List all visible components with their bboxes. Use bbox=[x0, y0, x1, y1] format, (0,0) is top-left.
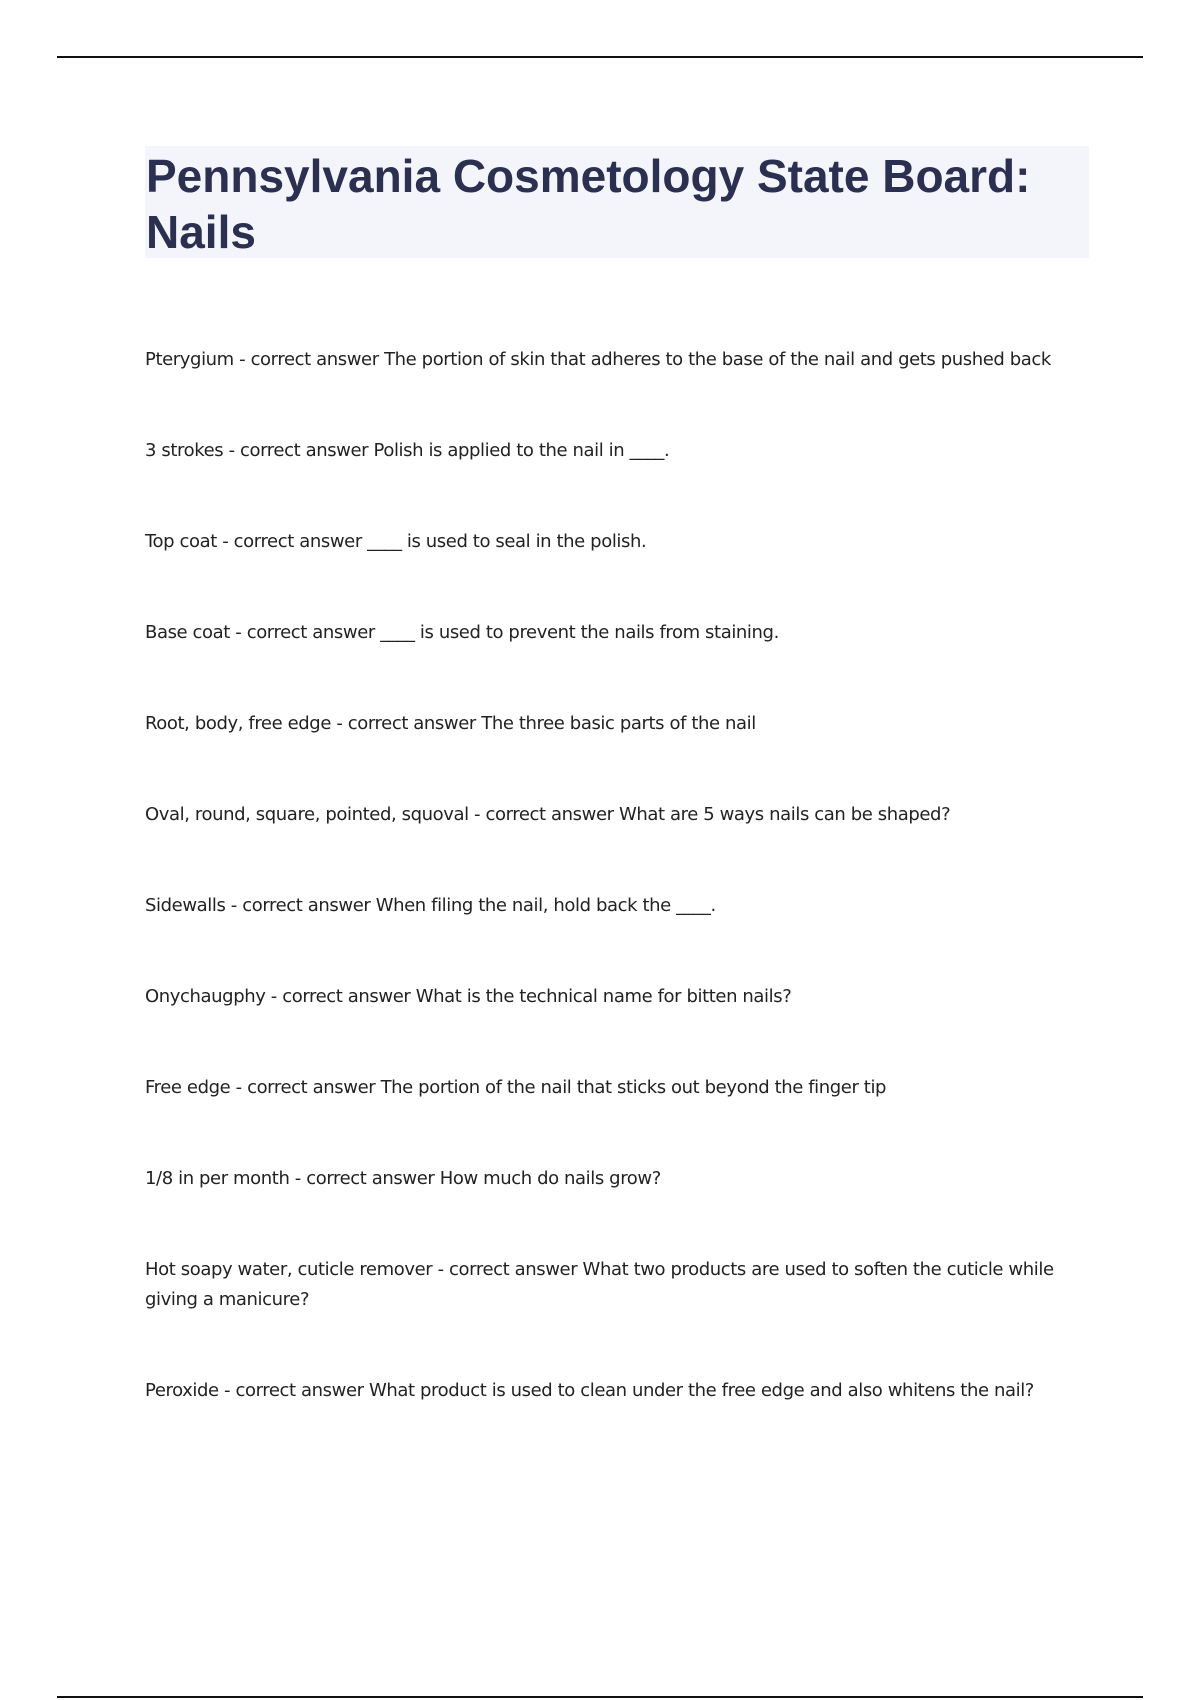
card-term: Peroxide bbox=[145, 1380, 219, 1401]
card-term: 3 strokes bbox=[145, 440, 224, 461]
card-separator: - bbox=[289, 1168, 307, 1189]
card-definition: What product is used to clean under the free edge and also whitens the nail? bbox=[368, 1380, 1034, 1401]
card-separator: - bbox=[225, 895, 243, 916]
card-term: Free edge bbox=[145, 1077, 231, 1098]
flashcard bbox=[145, 1073, 1095, 1103]
card-separator: - bbox=[216, 531, 234, 552]
card-label: correct answer bbox=[240, 440, 369, 461]
card-label: correct answer bbox=[242, 895, 371, 916]
card-label: correct answer bbox=[485, 804, 614, 825]
flashcard bbox=[145, 982, 1095, 1012]
card-definition: How much do nails grow? bbox=[439, 1168, 661, 1189]
card-label: correct answer bbox=[306, 1168, 435, 1189]
flashcard bbox=[145, 436, 1095, 466]
card-definition: What is the technical name for bitten nails? bbox=[415, 986, 792, 1007]
card-definition: ____ is used to prevent the nails from staining. bbox=[380, 622, 779, 643]
card-definition: Polish is applied to the nail in ____. bbox=[373, 440, 670, 461]
card-separator: - bbox=[265, 986, 283, 1007]
card-term: Base coat bbox=[145, 622, 230, 643]
card-definition: What are 5 ways nails can be shaped? bbox=[618, 804, 951, 825]
card-label: correct answer bbox=[282, 986, 411, 1007]
card-separator: - bbox=[331, 713, 348, 734]
card-separator: - bbox=[229, 622, 247, 643]
card-definition: What two products are used to soften the cuticle while giving a manicure? bbox=[145, 1259, 1054, 1310]
flashcard bbox=[145, 1376, 1095, 1406]
flashcard bbox=[145, 345, 1095, 375]
flashcard bbox=[145, 527, 1095, 557]
card-term: Oval, round, square, pointed, squoval bbox=[145, 804, 469, 825]
header-rule bbox=[57, 56, 1143, 58]
card-label: correct answer bbox=[347, 713, 476, 734]
card-separator: - bbox=[233, 349, 251, 370]
card-term: 1/8 in per month bbox=[145, 1168, 290, 1189]
page-title: Pennsylvania Cosmetology State Board: Nails bbox=[146, 150, 1031, 258]
card-separator: - bbox=[218, 1380, 236, 1401]
card-term: Root, body, free edge bbox=[145, 713, 331, 734]
card-definition: The three basic parts of the nail bbox=[481, 713, 756, 734]
card-definition: When filing the nail, hold back the ____. bbox=[375, 895, 716, 916]
flashcard bbox=[145, 709, 1095, 739]
card-label: correct answer bbox=[246, 622, 375, 643]
card-label: correct answer bbox=[247, 1077, 376, 1098]
card-term: Top coat bbox=[145, 531, 217, 552]
card-definition: The portion of skin that adheres to the base of the nail and gets pushed back bbox=[384, 349, 1051, 370]
card-separator: - bbox=[432, 1259, 450, 1280]
card-term: Onychaugphy bbox=[145, 986, 266, 1007]
card-label: correct answer bbox=[233, 531, 362, 552]
card-label: correct answer bbox=[250, 349, 379, 370]
card-separator: - bbox=[223, 440, 241, 461]
flashcard bbox=[145, 1255, 1095, 1315]
flashcard bbox=[145, 618, 1095, 648]
flashcard bbox=[145, 891, 1095, 921]
card-separator: - bbox=[468, 804, 486, 825]
card-definition: The portion of the nail that sticks out beyond the finger tip bbox=[380, 1077, 887, 1098]
card-separator: - bbox=[230, 1077, 248, 1098]
card-term: Hot soapy water, cuticle remover bbox=[145, 1259, 433, 1280]
flashcard bbox=[145, 800, 1095, 830]
footer-rule bbox=[57, 1696, 1143, 1698]
card-definition: ____ is used to seal in the polish. bbox=[367, 531, 647, 552]
card-term: Pterygium bbox=[145, 349, 234, 370]
flashcard bbox=[145, 1164, 1095, 1194]
card-label: correct answer bbox=[235, 1380, 364, 1401]
card-term: Sidewalls bbox=[145, 895, 226, 916]
card-label: correct answer bbox=[449, 1259, 578, 1280]
